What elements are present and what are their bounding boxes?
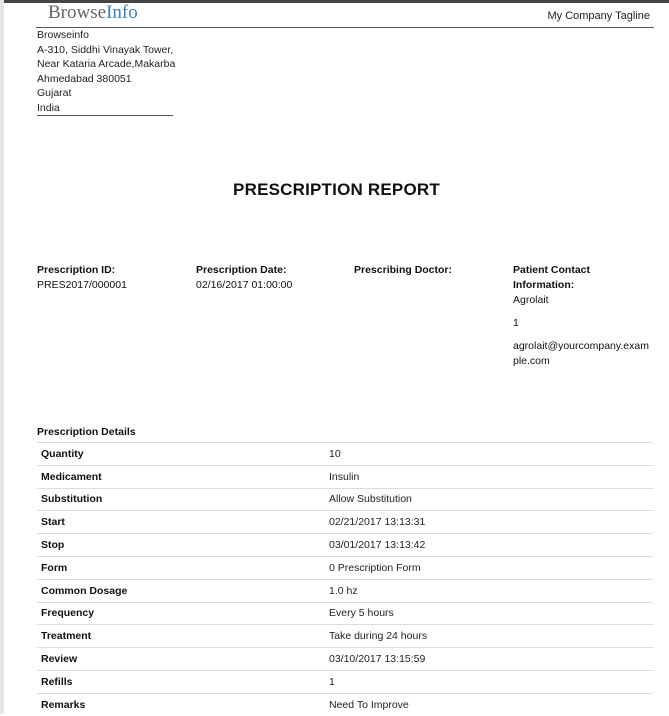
patient-email [513,339,656,369]
report-page [4,3,669,714]
table-row [37,602,653,625]
address-divider [37,115,173,116]
row-value: 1 [325,670,653,693]
table-row [37,556,653,579]
patient-name: Agrolait [513,294,549,306]
prescribing-doctor-label: Prescribing Doctor: [354,264,453,276]
prescription-id-label: Prescription ID: [37,264,116,276]
prescription-date-value: 02/16/2017 01:00:00 [196,279,293,291]
prescription-date-label: Prescription Date: [196,264,287,276]
address-line: Ahmedabad 380051 [37,72,132,85]
row-label: Remarks [37,693,325,715]
report-title: PRESCRIPTION REPORT [233,180,440,199]
table-row [37,511,653,534]
prescription-details-table [37,442,653,716]
row-value: 1.0 hz [325,579,653,602]
patient-contact-label: Patient Contact [513,264,591,276]
row-label: Medicament [37,465,325,488]
row-label: Treatment [37,625,325,648]
logo-text-browse: Browse [48,2,107,23]
row-label: Common Dosage [37,579,325,602]
address-line: Gujarat [37,87,72,100]
details-section-title: Prescription Details [37,426,136,438]
table-row [37,648,653,671]
table-row [37,579,653,602]
row-label: Review [37,648,325,671]
company-tagline: My Company Tagline [547,10,650,22]
row-label: Start [37,511,325,534]
row-value: 03/01/2017 13:13:42 [325,534,653,557]
patient-email-line: ple.com [513,355,550,367]
company-logo [48,2,138,24]
address-line: Near Kataria Arcade,Makarba [37,58,176,71]
address-line: A-310, Siddhi Vinayak Tower, [37,43,174,56]
table-row [37,625,653,648]
row-value: Allow Substitution [325,488,653,511]
table-row [37,670,653,693]
table-row [37,693,653,715]
patient-email-line: agrolait@yourcompany.exam [513,340,649,352]
row-value: Insulin [325,465,653,488]
row-label: Quantity [37,443,325,466]
row-value: Need To Improve [325,693,653,715]
row-value: 02/21/2017 13:13:31 [325,511,653,534]
prescribing-doctor-block [354,263,452,278]
prescription-id-block [37,263,127,293]
table-row [37,465,653,488]
table-row [37,534,653,557]
row-label: Form [37,556,325,579]
row-label: Frequency [37,602,325,625]
patient-number: 1 [513,317,519,329]
address-line: India [37,101,60,114]
row-value: Take during 24 hours [325,625,653,648]
row-value: 0 Prescription Form [325,556,653,579]
table-row [37,488,653,511]
patient-contact-label: Information: [513,279,575,291]
row-value: 03/10/2017 13:15:59 [325,648,653,671]
logo-text-info: Info [106,2,138,23]
row-label: Stop [37,534,325,557]
row-label: Substitution [37,488,325,511]
row-value: Every 5 hours [325,602,653,625]
prescription-date-block [196,263,292,293]
patient-contact-block [513,263,656,369]
address-line: Browseinfo [37,29,89,41]
company-address [37,28,175,116]
row-label: Refills [37,670,325,693]
table-row [37,443,653,466]
prescription-id-value: PRES2017/000001 [37,279,127,291]
row-value: 10 [325,443,653,466]
